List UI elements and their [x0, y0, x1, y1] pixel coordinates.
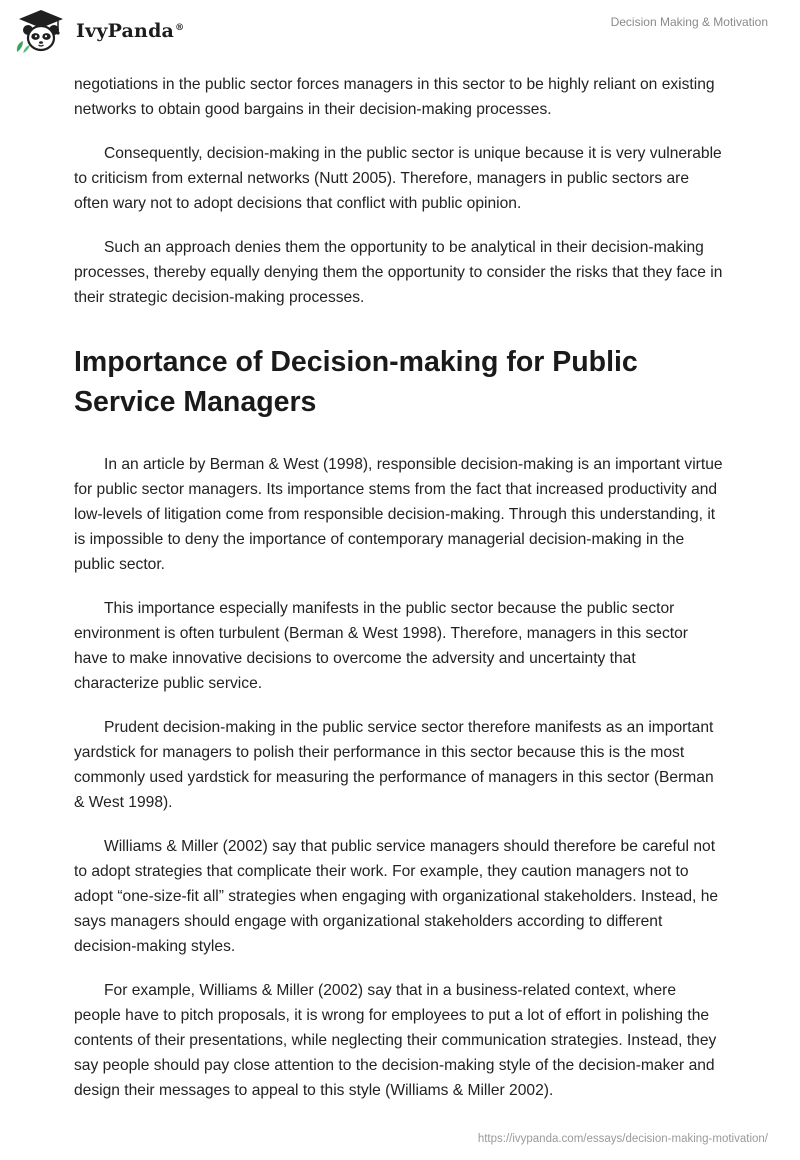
document-title: Decision Making & Motivation [610, 15, 768, 29]
paragraph: Prudent decision-making in the public service sector therefore manifests as an important yardstick for managers to polish their performance in this sector because this is the most commonly used yardstick for measuring the performance of managers in this sector (Berman & West 1998). [74, 719, 714, 811]
paragraph: This importance especially manifests in the public sector because the public sector environment is often turbulent (Berman & West 1998). Therefore, managers in this sector have to make innovative decisions to overcome the adversity and uncertainty that characterize public service. [74, 600, 688, 692]
source-url[interactable]: https://ivypanda.com/essays/decision-making-motivation/ [477, 1133, 768, 1145]
brand-name [76, 20, 184, 42]
panda-graduate-icon [14, 8, 68, 54]
paragraph: Such an approach denies them the opportunity to be analytical in their decision-making processes, thereby equally denying them the opportunity to consider the risks that they face in their strategic decision-making processes. [74, 239, 723, 306]
essay-body [74, 72, 724, 1122]
paragraph: Consequently, decision-making in the public sector is unique because it is very vulnerable to criticism from external networks (Nutt 2005). Therefore, managers in public sectors are often wary not to adopt decisions that conflict with public opinion. [74, 145, 722, 212]
paragraph: In an article by Berman & West (1998), responsible decision-making is an important virtue for public sector managers. Its importance stems from the fact that increased productivity and low-levels of litigation come from responsible decision-making. Through this understanding, it is impossible to deny the importance of contemporary managerial decision-making in the public sector. [74, 456, 723, 573]
paragraph: For example, Williams & Miller (2002) say that in a business-related context, where people have to pitch proposals, it is wrong for employees to put a lot of effort in polishing the contents of their presentations, while neglecting their communication strategies. Instead, they say people should pay close attention to the decision-making style of the decision-maker and design their messages to appeal to this style (Williams & Miller 2002). [74, 982, 717, 1099]
paragraph: Williams & Miller (2002) say that public service managers should therefore be careful not to adopt strategies that complicate their work. For example, they caution managers not to adopt “one-size-fit all” strategies when engaging with organizational stakeholders. Instead, he says managers should engage with organizational stakeholders according to different decision-making styles. [74, 838, 719, 955]
page-header [0, 0, 800, 70]
paragraph: negotiations in the public sector forces managers in this sector to be highly reliant on existing networks to obtain good bargains in their decision-making processes. [74, 76, 715, 118]
brand-logo[interactable] [14, 8, 184, 54]
brand-name-text: IvyPanda [76, 20, 175, 42]
section-heading: Importance of Decision-making for Public Service Managers [74, 346, 638, 418]
registered-mark: ® [175, 22, 185, 33]
